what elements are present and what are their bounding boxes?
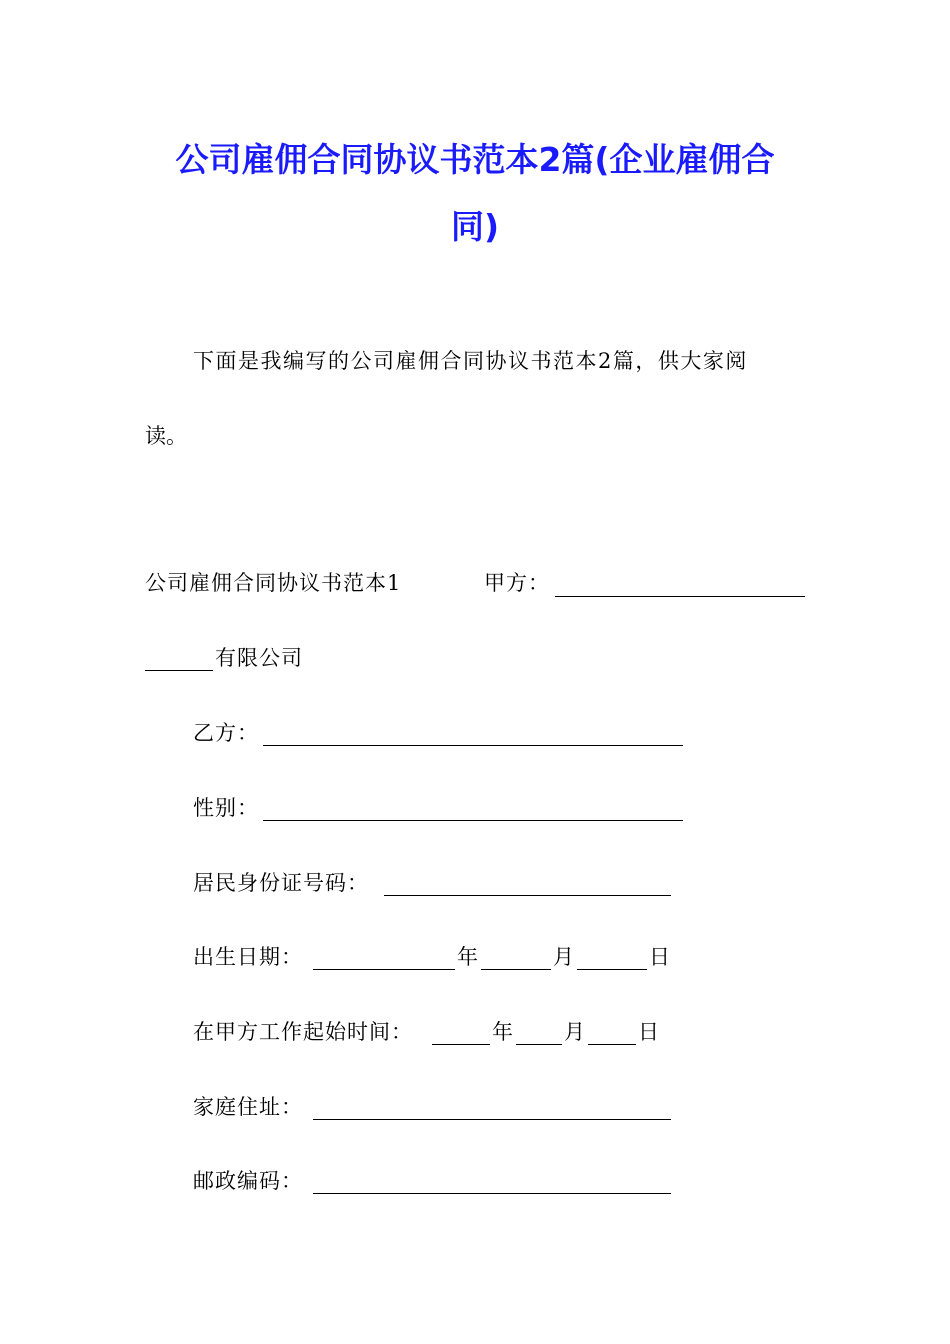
intro-paragraph: 下面是我编写的公司雇佣合同协议书范本2篇，供大家阅 (193, 349, 748, 373)
birth-month-unit: 月 (553, 945, 575, 969)
id-number-label: 居民身份证号码： (193, 871, 369, 895)
id-number-field (193, 868, 369, 898)
birth-date-field (193, 942, 303, 972)
start-month-blank (516, 1024, 562, 1045)
gender-field (193, 793, 259, 823)
postcode-field (193, 1166, 303, 1196)
party-b-blank (263, 725, 683, 746)
birth-day-unit: 日 (649, 945, 671, 969)
start-day-unit: 日 (638, 1020, 660, 1044)
postcode-label: 邮政编码： (193, 1169, 303, 1193)
title-line-1: 公司雇佣合同协议书范本2篇(企业雇佣合 (175, 140, 775, 179)
party-b-label: 乙方： (193, 721, 259, 745)
start-date-field (193, 1017, 413, 1047)
birth-month-blank (481, 949, 551, 970)
birth-year-unit: 年 (457, 945, 479, 969)
start-year-blank (432, 1024, 490, 1045)
contract-heading-line (145, 568, 401, 598)
title-line-2: 同) (450, 207, 500, 246)
start-month-unit: 月 (564, 1020, 586, 1044)
birth-day-blank (577, 949, 647, 970)
party-a-field (484, 568, 550, 598)
start-date-label: 在甲方工作起始时间： (193, 1020, 413, 1044)
contract-heading: 公司雇佣合同协议书范本1 (145, 571, 402, 595)
company-suffix: 有限公司 (215, 646, 303, 670)
postcode-blank (313, 1173, 671, 1194)
start-year-unit: 年 (492, 1020, 514, 1044)
party-b-field (193, 718, 259, 748)
address-label: 家庭住址： (193, 1095, 303, 1119)
gender-label: 性别： (193, 796, 259, 820)
birth-year-blank (313, 949, 455, 970)
address-blank (313, 1099, 671, 1120)
birth-date-label: 出生日期： (193, 945, 303, 969)
company-name-blank (145, 650, 213, 671)
gender-blank (263, 800, 683, 821)
intro-paragraph-end: 读。 (145, 424, 187, 448)
party-a-label: 甲方： (484, 571, 550, 595)
party-a-blank (555, 576, 805, 597)
start-day-blank (588, 1024, 636, 1045)
address-field (193, 1092, 303, 1122)
document-title (100, 126, 850, 260)
id-number-blank (384, 875, 671, 896)
company-suffix-field (215, 643, 303, 673)
